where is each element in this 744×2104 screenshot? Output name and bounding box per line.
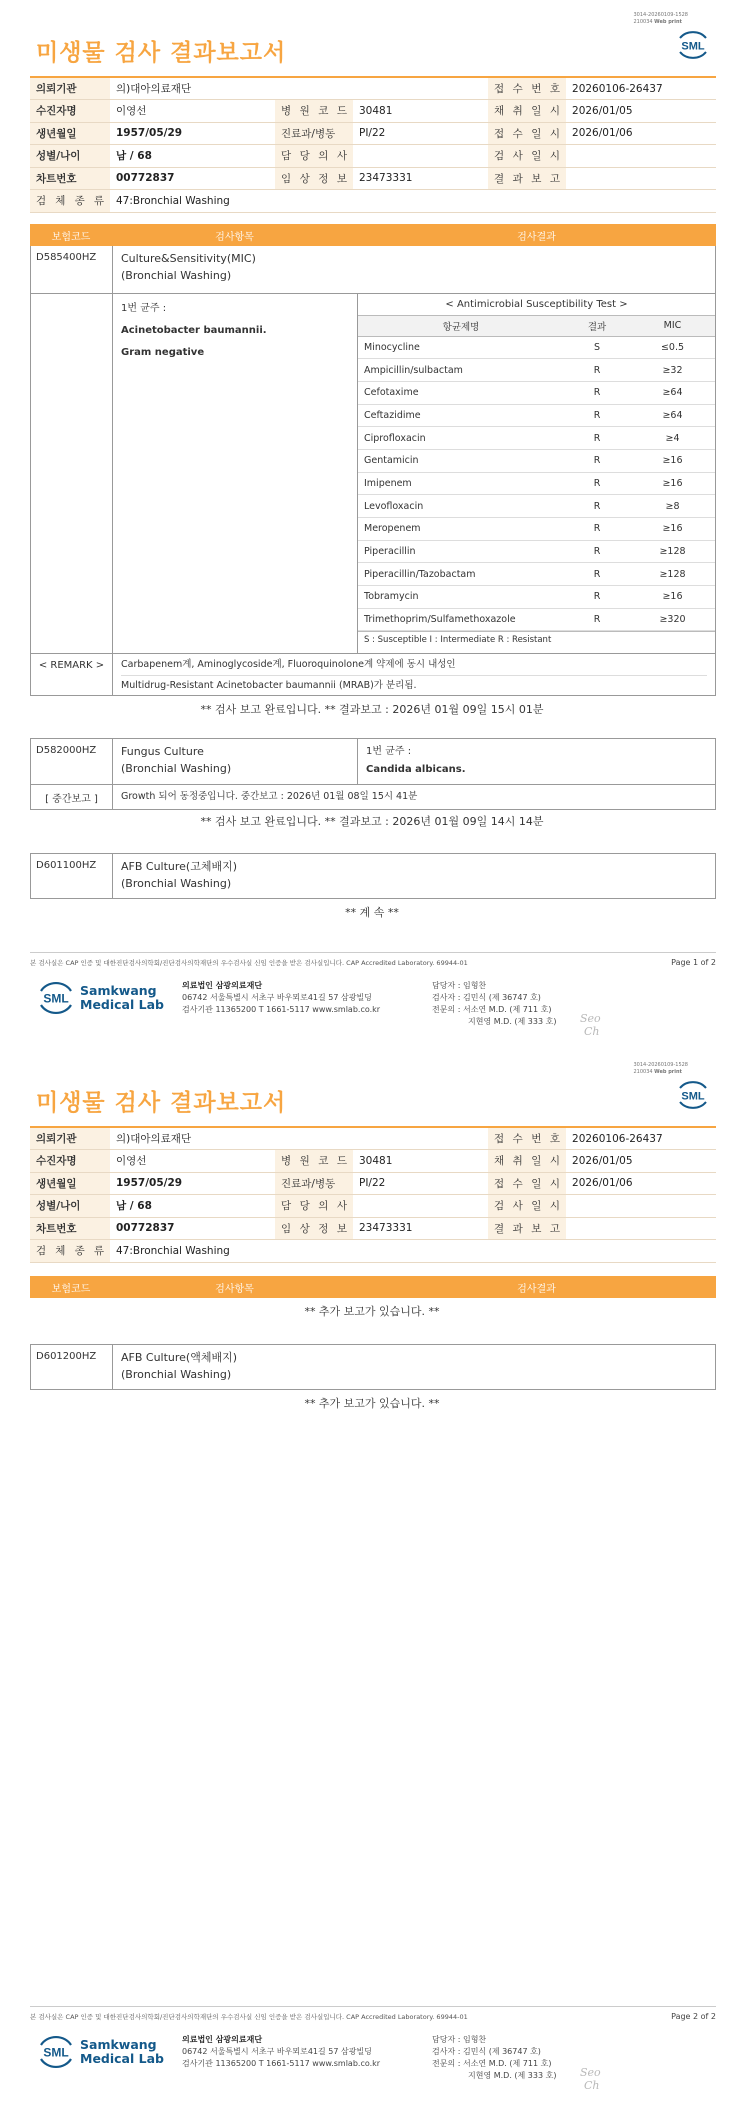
report-complete-2: ** 검사 보고 완료입니다. ** 결과보고 : 2026년 01월 09일 14시 14분: [200, 815, 544, 828]
drug-name: Ampicillin/sulbactam: [358, 359, 564, 382]
header-code: 보험코드: [51, 231, 91, 243]
request-org-label: 의뢰기관: [30, 77, 110, 100]
test-block-afb-liquid: [30, 1344, 716, 1390]
susceptibility-table: [358, 316, 715, 631]
patient-label: 수진자명: [30, 100, 110, 123]
susceptibility-result: R: [564, 540, 630, 563]
sml-logo-2: [674, 1078, 712, 1112]
test-block-culture-sensitivity: [30, 246, 716, 696]
lab-phone-2: 검사기관 11365200 T 1661-5117 www.smlab.co.kr: [182, 2059, 381, 2068]
mic-value: ≥128: [630, 563, 715, 586]
clinical-label: 임 상 정 보: [275, 167, 353, 190]
receipt-no-2: 20260106-26437: [566, 1127, 716, 1150]
sml-logo-text: SML: [681, 40, 705, 53]
dob-label-2: 생년월일: [30, 1172, 110, 1195]
susceptibility-result: R: [564, 586, 630, 609]
patient-name-2: 이영선: [110, 1150, 275, 1173]
lab-org: 의료법인 삼광의료재단: [182, 981, 263, 990]
test3-name: AFB Culture(고체배지): [121, 860, 238, 873]
header-item: 검사항목: [215, 231, 254, 243]
doctor: [353, 145, 488, 168]
mic-value: ≥16: [630, 472, 715, 495]
lab-logo-2: [36, 2034, 164, 2070]
drug-name: Tobramycin: [358, 586, 564, 609]
dept-2: PI/22: [353, 1172, 488, 1195]
print-code-2: 210034: [633, 1069, 653, 1075]
report-label: 결 과 보 고: [488, 167, 566, 190]
test2-organism: Candida albicans.: [366, 764, 466, 775]
drug-name: Piperacillin/Tazobactam: [358, 563, 564, 586]
print-type-2: Web print: [654, 1069, 682, 1075]
footer-cert: [30, 952, 716, 967]
lab-name-line2-2: Medical Lab: [80, 2051, 164, 2066]
request-org-2: 의)대아의료재단: [110, 1127, 488, 1150]
hospital-code-2: 30481: [353, 1150, 488, 1173]
susceptibility-result: R: [564, 404, 630, 427]
staff-4: 지현영 M.D. (제 333 호): [468, 1017, 557, 1026]
dept-label: 진료과/병동: [275, 122, 353, 145]
interim-label: [ 중간보고 ]: [31, 785, 113, 809]
susceptibility-row: [358, 495, 715, 518]
report-title: 미생물 검사 결과보고서: [36, 40, 287, 66]
staff-2: 검사자 : 김민식 (제 36747 호): [432, 993, 541, 1002]
susceptibility-row: [358, 586, 715, 609]
test2-specimen: (Bronchial Washing): [121, 762, 232, 775]
print-id: 3014-20260109-1528: [633, 12, 688, 18]
susceptibility-result: S: [564, 336, 630, 359]
lab-phone: 검사기관 11365200 T 1661-5117 www.smlab.co.kr: [182, 1005, 381, 1014]
mic-value: ≥4: [630, 427, 715, 450]
report-date-2: [566, 1217, 716, 1240]
test3-code: D601100HZ: [31, 854, 113, 898]
drug-name: Trimethoprim/Sulfamethoxazole: [358, 608, 564, 631]
lab-addr-2: 06742 서울특별시 서초구 바우뫼로41길 57 삼광빌딩: [182, 2047, 372, 2056]
susceptibility-result: R: [564, 472, 630, 495]
drug-name: Imipenem: [358, 472, 564, 495]
drug-name: Ciprofloxacin: [358, 427, 564, 450]
staff-3-2: 전문의 : 서소연 M.D. (제 711 호): [432, 2059, 552, 2068]
doctor-label-2: 담 당 의 사: [275, 1195, 353, 1218]
signature: [580, 1012, 601, 1038]
cert-text-2: 본 검사실은 CAP 인증 및 대한진단검사의학회/진단검사의학재단의 우수검사실 신임 인증을 받은 검사실입니다. CAP Accredited Laboratory. 69944-01: [30, 2013, 468, 2021]
susceptibility-row: [358, 404, 715, 427]
lab-address: [182, 980, 380, 1016]
ast-title: < Antimicrobial Susceptibility Test >: [358, 294, 715, 316]
test-date-2: [566, 1195, 716, 1218]
specimen-type: 47:Bronchial Washing: [110, 190, 716, 213]
susceptibility-row: [358, 336, 715, 359]
report-title-2: 미생물 검사 결과보고서: [36, 1090, 287, 1116]
susceptibility-result: R: [564, 427, 630, 450]
test3-specimen: (Bronchial Washing): [121, 877, 232, 890]
signature-1: Seo: [580, 1012, 601, 1025]
susceptibility-result: R: [564, 563, 630, 586]
lab-org-2: 의료법인 삼광의료재단: [182, 2035, 263, 2044]
drug-name: Levofloxacin: [358, 495, 564, 518]
sml-mark-2-text: SML: [43, 2045, 69, 2060]
header-item-2: 검사항목: [215, 1283, 254, 1295]
signature-2: Ch: [584, 1025, 600, 1038]
print-type: Web print: [654, 19, 682, 25]
susceptibility-legend: S : Susceptible I : Intermediate R : Resistant: [358, 631, 715, 649]
remark-label: < REMARK >: [31, 654, 113, 696]
test-block-afb-solid: [30, 853, 716, 899]
receipt-no: 20260106-26437: [566, 77, 716, 100]
test4-name: AFB Culture(액체배지): [121, 1351, 238, 1364]
test-specimen: (Bronchial Washing): [121, 269, 232, 282]
report-label-2: 결 과 보 고: [488, 1217, 566, 1240]
specimen-type-2: 47:Bronchial Washing: [110, 1240, 716, 1263]
test-date-label-2: 검 사 일 시: [488, 1195, 566, 1218]
mic-value: ≥64: [630, 381, 715, 404]
specimen-label: 검 체 종 류: [30, 190, 110, 213]
page-number-2: Page 2 of 2: [671, 2012, 716, 2021]
drug-name: Cefotaxime: [358, 381, 564, 404]
header-code-2: 보험코드: [51, 1283, 91, 1295]
susceptibility-row: [358, 563, 715, 586]
print-meta: [633, 12, 688, 26]
mic-value: ≥128: [630, 540, 715, 563]
mic-value: ≥320: [630, 608, 715, 631]
report-page-1: [0, 0, 744, 1050]
clinical-label-2: 임 상 정 보: [275, 1217, 353, 1240]
lab-name-line2: Medical Lab: [80, 997, 164, 1012]
chart-label-2: 차트번호: [30, 1217, 110, 1240]
test4-specimen: (Bronchial Washing): [121, 1368, 232, 1381]
test2-code: D582000HZ: [31, 739, 113, 784]
lab-addr: 06742 서울특별시 서초구 바우뫼로41길 57 삼광빌딩: [182, 993, 372, 1002]
organism-label: 1번 균주 :: [121, 303, 167, 314]
susceptibility-result: R: [564, 495, 630, 518]
remark-line-2: Multidrug-Resistant Acinetobacter baumannii (MRAB)가 분리됨.: [121, 680, 417, 691]
continued-note: ** 계 속 **: [345, 906, 399, 919]
staff-list: [432, 980, 556, 1028]
susceptibility-row: [358, 608, 715, 631]
patient-info-table-2: [30, 1126, 716, 1263]
received-label-2: 접 수 일 시: [488, 1172, 566, 1195]
chart-no-2: 00772837: [110, 1217, 275, 1240]
received-label: 접 수 일 시: [488, 122, 566, 145]
request-org: 의)대아의료재단: [110, 77, 488, 100]
collected-label-2: 채 취 일 시: [488, 1150, 566, 1173]
lab-name-line1-2: Samkwang: [80, 2037, 157, 2052]
doctor-2: [353, 1195, 488, 1218]
susceptibility-row: [358, 427, 715, 450]
test2-name: Fungus Culture: [121, 745, 204, 758]
header-result-2: 검사결과: [517, 1283, 556, 1295]
test-code: D585400HZ: [31, 246, 113, 293]
pending-note-2: ** 추가 보고가 있습니다. **: [304, 1397, 440, 1410]
staff-2-2: 검사자 : 김민식 (제 36747 호): [432, 2047, 541, 2056]
col-mic: MIC: [630, 316, 715, 336]
staff-4-2: 지현영 M.D. (제 333 호): [468, 2071, 557, 2080]
drug-name: Gentamicin: [358, 449, 564, 472]
dob: 1957/05/29: [110, 122, 275, 145]
print-code: 210034: [633, 19, 653, 25]
staff-1-2: 담당자 : 임형찬: [432, 2035, 487, 2044]
test-block-fungus: [30, 738, 716, 810]
organism-name: Acinetobacter baumannii.: [121, 325, 267, 336]
report-complete-1: ** 검사 보고 완료입니다. ** 결과보고 : 2026년 01월 09일 15시 01분: [200, 703, 544, 716]
received-date: 2026/01/06: [566, 122, 716, 145]
dob-label: 생년월일: [30, 122, 110, 145]
lab-address-2: [182, 2034, 380, 2070]
receipt-no-label: 접 수 번 호: [488, 77, 566, 100]
drug-name: Piperacillin: [358, 540, 564, 563]
page-number: Page 1 of 2: [671, 958, 716, 967]
susceptibility-row: [358, 381, 715, 404]
sex-age-2: 남 / 68: [110, 1195, 275, 1218]
lab-logo: [36, 980, 164, 1016]
susceptibility-result: R: [564, 518, 630, 541]
sex-label-2: 성별/나이: [30, 1195, 110, 1218]
drug-name: Meropenem: [358, 518, 564, 541]
susceptibility-result: R: [564, 449, 630, 472]
test4-code: D601200HZ: [31, 1345, 113, 1389]
sml-logo-2-text: SML: [681, 1090, 705, 1103]
test-name: Culture&Sensitivity(MIC): [121, 252, 256, 265]
print-id-2: 3014-20260109-1528: [633, 1062, 688, 1068]
sex-label: 성별/나이: [30, 145, 110, 168]
col-result: 결과: [564, 316, 630, 336]
doctor-label: 담 당 의 사: [275, 145, 353, 168]
sex-age: 남 / 68: [110, 145, 275, 168]
dept: PI/22: [353, 122, 488, 145]
interim-report: Growth 되어 동정중입니다. 중간보고 : 2026년 01월 08일 15시 41분: [121, 791, 418, 802]
test-date-label: 검 사 일 시: [488, 145, 566, 168]
mic-value: ≥16: [630, 586, 715, 609]
staff-list-2: [432, 2034, 556, 2082]
chart-no: 00772837: [110, 167, 275, 190]
staff-3: 전문의 : 서소연 M.D. (제 711 호): [432, 1005, 552, 1014]
hospital-code: 30481: [353, 100, 488, 123]
susceptibility-row: [358, 449, 715, 472]
signature-2: [580, 2066, 601, 2092]
remark-line-1: Carbapenem계, Aminoglycoside계, Fluoroquinolone계 약제에 동시 내성인: [121, 655, 707, 676]
patient-name: 이영선: [110, 100, 275, 123]
results-header: [30, 224, 716, 246]
receipt-no-label-2: 접 수 번 호: [488, 1127, 566, 1150]
sml-mark-icon-2: [36, 2034, 76, 2070]
hospital-code-label: 병 원 코 드: [275, 100, 353, 123]
request-org-label-2: 의뢰기관: [30, 1127, 110, 1150]
print-meta-2: [633, 1062, 688, 1076]
mic-value: ≥32: [630, 359, 715, 382]
sml-mark-text: SML: [43, 991, 69, 1006]
test-date: [566, 145, 716, 168]
staff-1: 담당자 : 임형찬: [432, 981, 487, 990]
mic-value: ≥8: [630, 495, 715, 518]
mic-value: ≤0.5: [630, 336, 715, 359]
report-page-2: [0, 1050, 744, 2104]
results-header-2: [30, 1276, 716, 1298]
footer-cert-2: [30, 2006, 716, 2021]
chart-label: 차트번호: [30, 167, 110, 190]
pending-note-1: ** 추가 보고가 있습니다. **: [304, 1305, 440, 1318]
mic-value: ≥16: [630, 449, 715, 472]
susceptibility-row: [358, 472, 715, 495]
susceptibility-result: R: [564, 381, 630, 404]
mic-value: ≥64: [630, 404, 715, 427]
sml-mark-icon: [36, 980, 76, 1016]
specimen-label-2: 검 체 종 류: [30, 1240, 110, 1263]
susceptibility-row: [358, 518, 715, 541]
dept-label-2: 진료과/병동: [275, 1172, 353, 1195]
clinical-info-2: 23473331: [353, 1217, 488, 1240]
gram-stain: Gram negative: [121, 347, 205, 358]
header-result: 검사결과: [517, 231, 556, 243]
report-date: [566, 167, 716, 190]
dob-2: 1957/05/29: [110, 1172, 275, 1195]
signature-2-1: Seo: [580, 2066, 601, 2079]
susceptibility-result: R: [564, 359, 630, 382]
signature-2-2: Ch: [584, 2079, 600, 2092]
lab-name-line1: Samkwang: [80, 983, 157, 998]
susceptibility-row: [358, 540, 715, 563]
patient-label-2: 수진자명: [30, 1150, 110, 1173]
collected-label: 채 취 일 시: [488, 100, 566, 123]
test2-organism-label: 1번 균주 :: [366, 746, 412, 757]
received-date-2: 2026/01/06: [566, 1172, 716, 1195]
patient-info-table: [30, 76, 716, 213]
collected-date-2: 2026/01/05: [566, 1150, 716, 1173]
collected-date: 2026/01/05: [566, 100, 716, 123]
sml-logo: [674, 28, 712, 62]
susceptibility-row: [358, 359, 715, 382]
cert-text: 본 검사실은 CAP 인증 및 대한진단검사의학회/진단검사의학재단의 우수검사실 신임 인증을 받은 검사실입니다. CAP Accredited Laboratory. 69944-01: [30, 959, 468, 967]
drug-name: Ceftazidime: [358, 404, 564, 427]
col-drug: 항균제명: [358, 316, 564, 336]
clinical-info: 23473331: [353, 167, 488, 190]
susceptibility-result: R: [564, 608, 630, 631]
mic-value: ≥16: [630, 518, 715, 541]
hospital-code-label-2: 병 원 코 드: [275, 1150, 353, 1173]
drug-name: Minocycline: [358, 336, 564, 359]
